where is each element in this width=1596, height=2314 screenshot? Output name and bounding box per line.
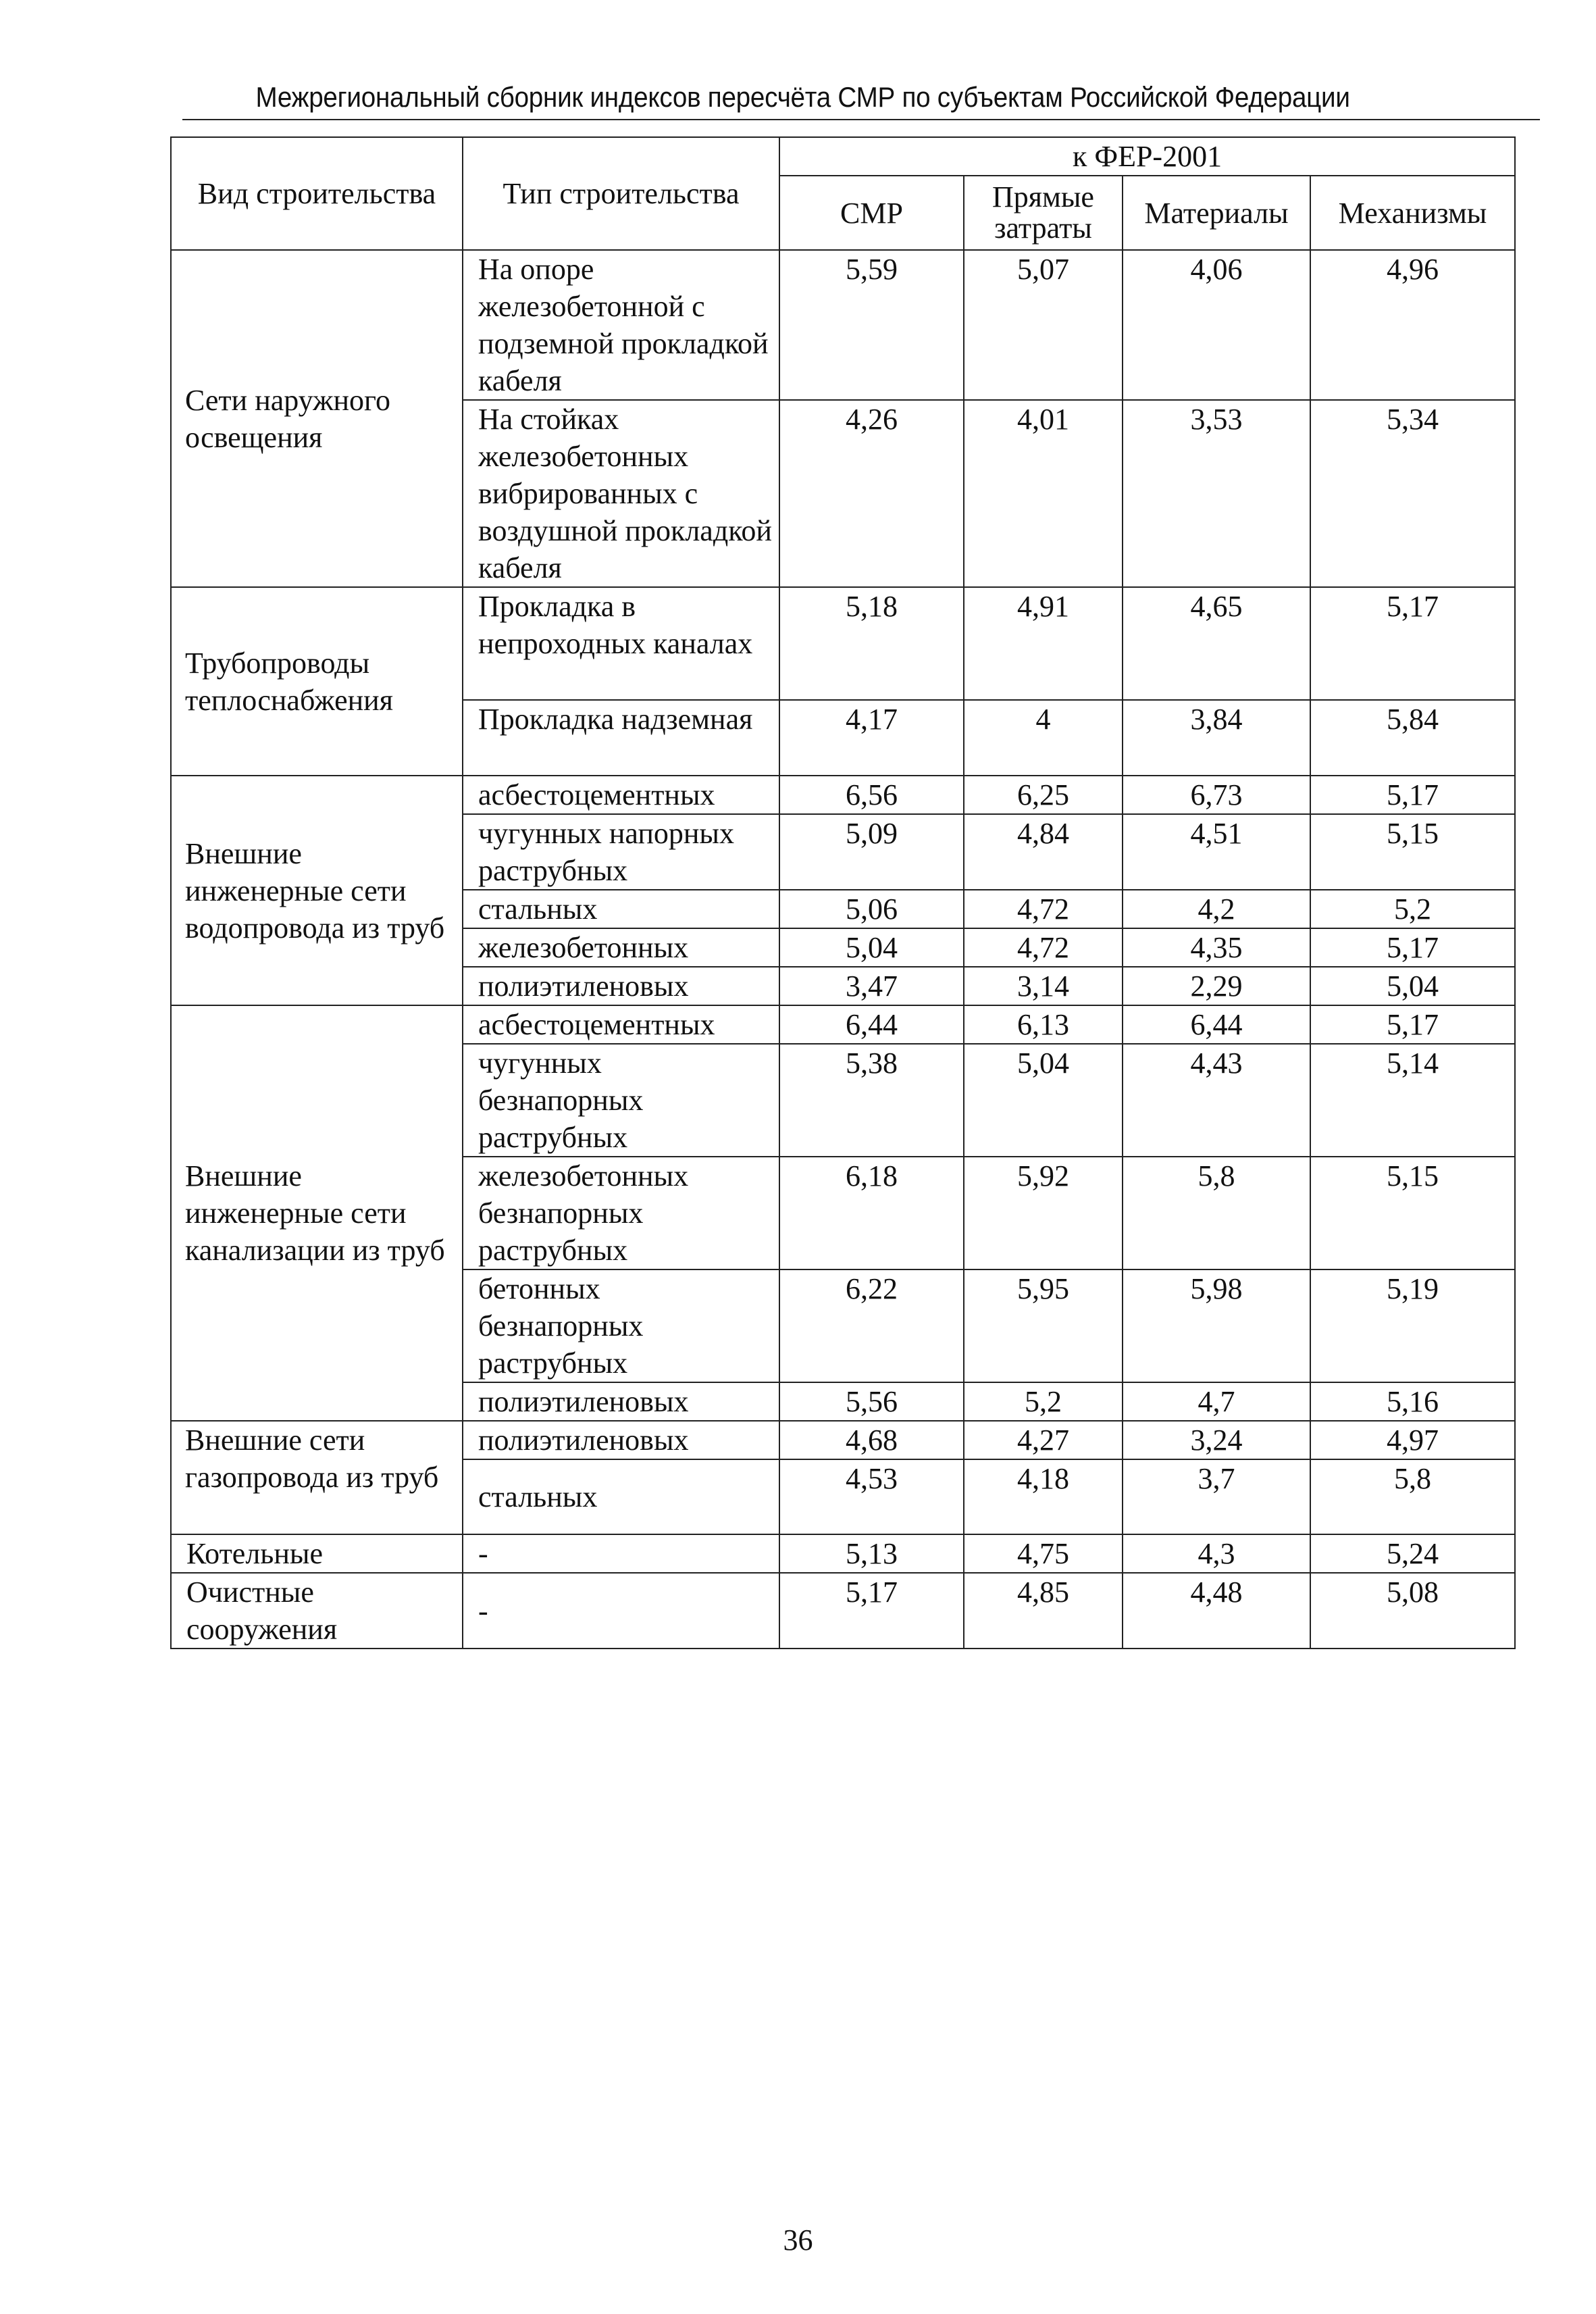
smr-cell: 5,13 — [779, 1534, 964, 1573]
mechanisms-cell: 5,15 — [1310, 814, 1515, 890]
type-cell: - — [463, 1573, 779, 1649]
materials-cell: 6,44 — [1123, 1005, 1310, 1044]
direct-cell: 4,91 — [964, 587, 1123, 700]
table-row — [171, 1534, 1515, 1573]
type-cell: Прокладка в непроходных каналах — [463, 587, 779, 700]
type-cell: полиэтиленовых — [463, 1382, 779, 1421]
kind-cell: Трубопроводы теплоснабжения — [171, 587, 463, 776]
direct-cell: 6,25 — [964, 776, 1123, 814]
type-cell: железобетонных — [463, 928, 779, 967]
header-rule — [182, 119, 1540, 120]
col-header-kind: Вид строительства — [171, 137, 463, 250]
mechanisms-cell: 4,97 — [1310, 1421, 1515, 1459]
materials-cell: 4,48 — [1123, 1573, 1310, 1649]
materials-cell: 3,53 — [1123, 400, 1310, 587]
materials-cell: 3,84 — [1123, 700, 1310, 776]
mechanisms-cell: 5,19 — [1310, 1269, 1515, 1382]
table-row — [171, 250, 1515, 400]
type-cell: На стойках железобетонных вибрированных с воздушной прокладкой кабеля — [463, 400, 779, 587]
type-cell: асбестоцементных — [463, 1005, 779, 1044]
type-cell: асбестоцементных — [463, 776, 779, 814]
type-cell: полиэтиленовых — [463, 967, 779, 1005]
materials-cell: 4,7 — [1123, 1382, 1310, 1421]
materials-cell: 4,06 — [1123, 250, 1310, 400]
mechanisms-cell: 5,14 — [1310, 1044, 1515, 1157]
mechanisms-cell: 5,17 — [1310, 1005, 1515, 1044]
mechanisms-cell: 5,34 — [1310, 400, 1515, 587]
kind-cell: Очистные сооружения — [171, 1573, 463, 1649]
direct-cell: 4,01 — [964, 400, 1123, 587]
mechanisms-cell: 5,2 — [1310, 890, 1515, 928]
table-row — [171, 776, 1515, 814]
materials-cell: 4,35 — [1123, 928, 1310, 967]
smr-cell: 5,59 — [779, 250, 964, 400]
direct-cell: 4,85 — [964, 1573, 1123, 1649]
kind-cell: Внешние сети газопровода из труб — [171, 1421, 463, 1534]
direct-cell: 5,07 — [964, 250, 1123, 400]
smr-cell: 5,09 — [779, 814, 964, 890]
smr-cell: 6,56 — [779, 776, 964, 814]
col-header-mechanisms: Механизмы — [1310, 176, 1515, 250]
direct-cell: 4,75 — [964, 1534, 1123, 1573]
smr-cell: 4,17 — [779, 700, 964, 776]
mechanisms-cell: 5,17 — [1310, 587, 1515, 700]
direct-cell: 4,18 — [964, 1459, 1123, 1534]
mechanisms-cell: 5,08 — [1310, 1573, 1515, 1649]
page-number: 36 — [783, 2223, 813, 2257]
direct-cell: 6,13 — [964, 1005, 1123, 1044]
col-group-header: к ФЕР-2001 — [779, 137, 1515, 176]
mechanisms-cell: 5,84 — [1310, 700, 1515, 776]
smr-cell: 5,06 — [779, 890, 964, 928]
materials-cell: 3,7 — [1123, 1459, 1310, 1534]
materials-cell: 4,65 — [1123, 587, 1310, 700]
index-table — [170, 136, 1516, 1649]
table-row — [171, 1421, 1515, 1459]
table-row — [171, 1573, 1515, 1649]
mechanisms-cell: 4,96 — [1310, 250, 1515, 400]
type-cell: полиэтиленовых — [463, 1421, 779, 1459]
direct-cell: 5,95 — [964, 1269, 1123, 1382]
direct-cell: 4,27 — [964, 1421, 1123, 1459]
kind-cell: Сети наружного освещения — [171, 250, 463, 587]
type-cell: Прокладка надземная — [463, 700, 779, 776]
table-row — [171, 1005, 1515, 1044]
materials-cell: 4,43 — [1123, 1044, 1310, 1157]
smr-cell: 5,38 — [779, 1044, 964, 1157]
type-cell: чугунных безнапорных раструбных — [463, 1044, 779, 1157]
materials-cell: 2,29 — [1123, 967, 1310, 1005]
smr-cell: 4,68 — [779, 1421, 964, 1459]
direct-cell: 4,72 — [964, 890, 1123, 928]
type-cell: На опоре железобетонной с подземной прокладкой кабеля — [463, 250, 779, 400]
type-cell: - — [463, 1534, 779, 1573]
smr-cell: 6,18 — [779, 1157, 964, 1269]
mechanisms-cell: 5,17 — [1310, 776, 1515, 814]
type-cell: стальных — [463, 890, 779, 928]
direct-cell: 5,04 — [964, 1044, 1123, 1157]
type-cell: чугунных напорных раструбных — [463, 814, 779, 890]
direct-cell: 4 — [964, 700, 1123, 776]
mechanisms-cell: 5,15 — [1310, 1157, 1515, 1269]
smr-cell: 3,47 — [779, 967, 964, 1005]
kind-cell: Внешние инженерные сети канализации из труб — [171, 1005, 463, 1421]
materials-cell: 4,2 — [1123, 890, 1310, 928]
type-cell: стальных — [463, 1459, 779, 1534]
materials-cell: 5,8 — [1123, 1157, 1310, 1269]
materials-cell: 4,51 — [1123, 814, 1310, 890]
page-header: Межрегиональный сборник индексов пересчёта СМР по субъектам Российской Федерации — [255, 81, 1350, 113]
table-row — [171, 587, 1515, 700]
col-header-direct: Прямые затраты — [964, 176, 1123, 250]
direct-cell: 5,92 — [964, 1157, 1123, 1269]
mechanisms-cell: 5,17 — [1310, 928, 1515, 967]
materials-cell: 5,98 — [1123, 1269, 1310, 1382]
mechanisms-cell: 5,04 — [1310, 967, 1515, 1005]
smr-cell: 5,18 — [779, 587, 964, 700]
direct-cell: 4,84 — [964, 814, 1123, 890]
smr-cell: 4,53 — [779, 1459, 964, 1534]
mechanisms-cell: 5,8 — [1310, 1459, 1515, 1534]
materials-cell: 6,73 — [1123, 776, 1310, 814]
smr-cell: 5,56 — [779, 1382, 964, 1421]
smr-cell: 5,17 — [779, 1573, 964, 1649]
type-cell: бетонных безнапорных раструбных — [463, 1269, 779, 1382]
smr-cell: 4,26 — [779, 400, 964, 587]
direct-cell: 3,14 — [964, 967, 1123, 1005]
col-header-smr: СМР — [779, 176, 964, 250]
col-header-materials: Материалы — [1123, 176, 1310, 250]
direct-cell: 4,72 — [964, 928, 1123, 967]
mechanisms-cell: 5,16 — [1310, 1382, 1515, 1421]
materials-cell: 4,3 — [1123, 1534, 1310, 1573]
kind-cell: Внешние инженерные сети водопровода из труб — [171, 776, 463, 1005]
type-cell: железобетонных безнапорных раструбных — [463, 1157, 779, 1269]
smr-cell: 6,22 — [779, 1269, 964, 1382]
smr-cell: 5,04 — [779, 928, 964, 967]
col-header-type: Тип строительства — [463, 137, 779, 250]
direct-cell: 5,2 — [964, 1382, 1123, 1421]
materials-cell: 3,24 — [1123, 1421, 1310, 1459]
smr-cell: 6,44 — [779, 1005, 964, 1044]
mechanisms-cell: 5,24 — [1310, 1534, 1515, 1573]
kind-cell: Котельные — [171, 1534, 463, 1573]
